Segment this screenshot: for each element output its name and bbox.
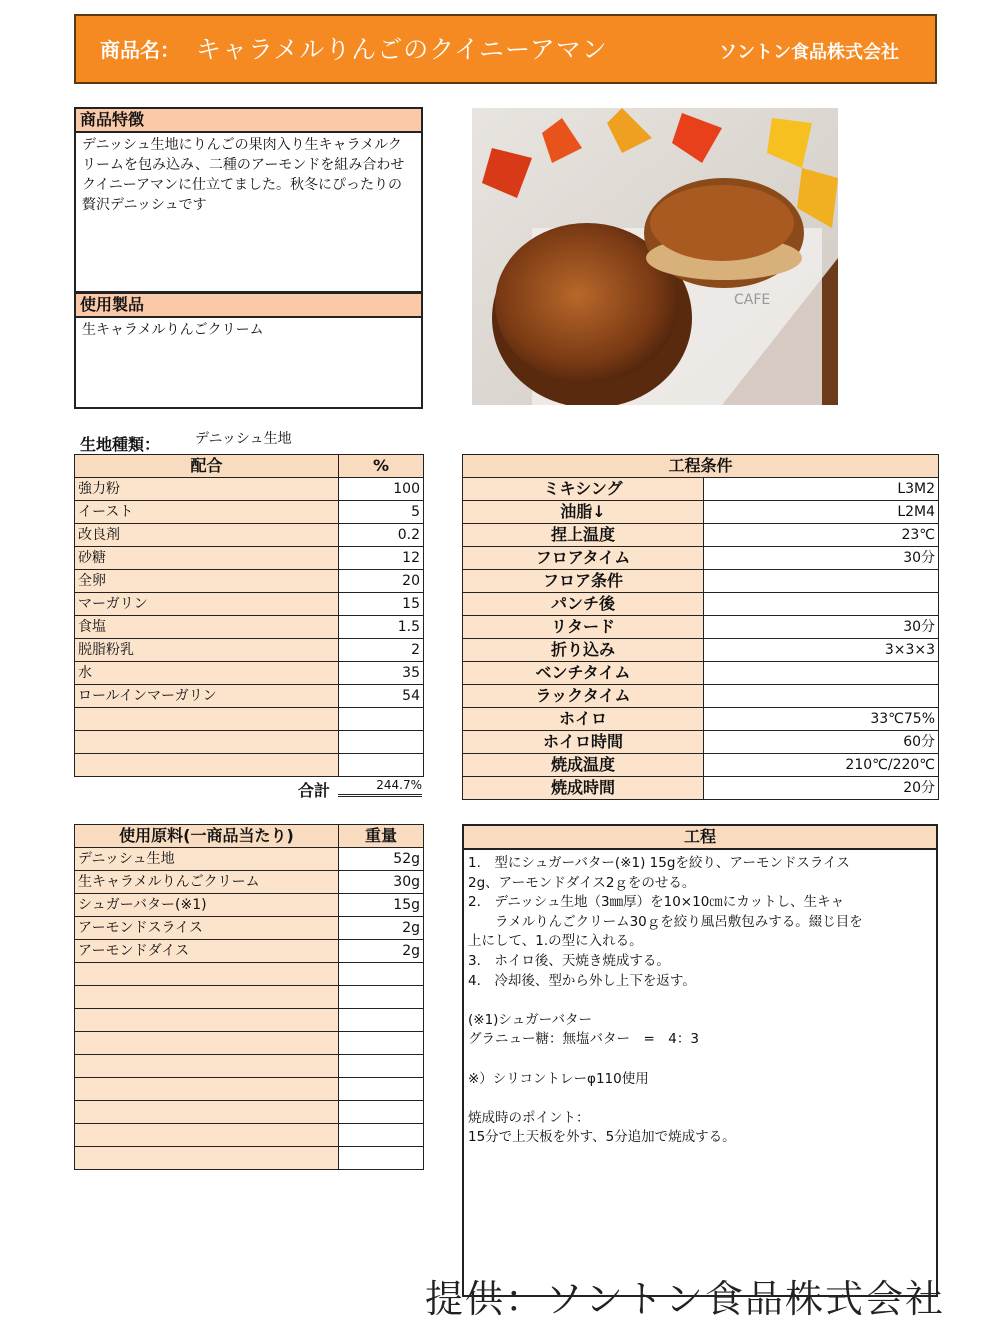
condition-value: [704, 662, 939, 685]
table-row: [463, 570, 939, 593]
product-name-label: 商品名：: [100, 38, 180, 62]
material-weight: [339, 1101, 424, 1124]
condition-name: パンチ後: [463, 593, 704, 616]
recipe-total-label: 合計: [298, 781, 331, 800]
process-header: 工程: [464, 826, 936, 850]
material-weight: [339, 1032, 424, 1055]
condition-name: フロアタイム: [463, 547, 704, 570]
features-text: デニッシュ生地にりんごの果肉入り生キャラメルクリームを包み込み、二種のアーモンドを組み合わせクイニーアマンに仕立てました。秋冬にぴったりの贅沢デニッシュです: [82, 137, 405, 213]
condition-name: フロア条件: [463, 570, 704, 593]
condition-name: ラックタイム: [463, 685, 704, 708]
materials-header-weight: 重量: [339, 825, 424, 848]
table-row: [75, 547, 424, 570]
table-row: [463, 501, 939, 524]
table-row: [75, 478, 424, 501]
material-name: [75, 1124, 339, 1147]
table-row: [75, 685, 424, 708]
material-weight: 30g: [339, 871, 424, 894]
table-row: [75, 1009, 424, 1032]
table-row: [75, 731, 424, 754]
table-row: [75, 754, 424, 777]
materials-table: [74, 824, 424, 1170]
table-row: [75, 524, 424, 547]
condition-name: 折り込み: [463, 639, 704, 662]
material-name: シュガーバター(※1): [75, 894, 339, 917]
table-row: [463, 777, 939, 800]
condition-name: 捏上温度: [463, 524, 704, 547]
material-weight: [339, 1055, 424, 1078]
ingredient-percent: 15: [339, 593, 424, 616]
ingredient-name: イースト: [75, 501, 339, 524]
ingredient-percent: 100: [339, 478, 424, 501]
dough-type-label: 生地種類：: [80, 435, 161, 454]
material-name: デニッシュ生地: [75, 848, 339, 871]
dough-type-value: デニッシュ生地: [195, 431, 292, 447]
condition-name: 油脂↓: [463, 501, 704, 524]
condition-value: [704, 685, 939, 708]
table-row: [75, 871, 424, 894]
table-row: [75, 917, 424, 940]
material-name: [75, 1032, 339, 1055]
condition-value: 23℃: [704, 524, 939, 547]
ingredient-percent: 0.2: [339, 524, 424, 547]
table-row: [463, 616, 939, 639]
condition-name: 焼成時間: [463, 777, 704, 800]
condition-name: ホイロ時間: [463, 731, 704, 754]
materials-header-name: 使用原料(一商品当たり): [75, 825, 339, 848]
condition-name: 焼成温度: [463, 754, 704, 777]
conditions-header: 工程条件: [463, 455, 939, 478]
material-weight: 2g: [339, 917, 424, 940]
material-name: [75, 1009, 339, 1032]
recipe-table: [74, 454, 424, 777]
material-weight: [339, 986, 424, 1009]
ingredient-percent: 1.5: [339, 616, 424, 639]
ingredient-name: 脱脂粉乳: [75, 639, 339, 662]
table-row: [463, 547, 939, 570]
material-weight: 52g: [339, 848, 424, 871]
process-box: [462, 824, 938, 1297]
material-weight: 2g: [339, 940, 424, 963]
ingredient-percent: 12: [339, 547, 424, 570]
table-row: [75, 501, 424, 524]
table-row: [75, 1101, 424, 1124]
ingredient-name: [75, 731, 339, 754]
ingredient-percent: 54: [339, 685, 424, 708]
table-row: [463, 662, 939, 685]
products-used-box: [74, 292, 423, 409]
ingredient-name: 強力粉: [75, 478, 339, 501]
features-box: [74, 107, 423, 293]
condition-name: リタード: [463, 616, 704, 639]
table-row: [463, 639, 939, 662]
ingredient-name: 砂糖: [75, 547, 339, 570]
table-row: [75, 639, 424, 662]
condition-name: ミキシング: [463, 478, 704, 501]
condition-value: [704, 570, 939, 593]
condition-value: 210℃/220℃: [704, 754, 939, 777]
footer-credit: 提供：ソントン食品株式会社: [425, 1277, 946, 1321]
table-row: [463, 478, 939, 501]
ingredient-name: 水: [75, 662, 339, 685]
condition-value: [704, 593, 939, 616]
process-text: 1. 型にシュガーバター(※1) 15gを絞り、アーモンドスライス 2g、アーモンドダイス2ｇをのせる。 2. デニッシュ生地（3㎜厚）を10×10㎝にカットし、生キャ ラメルりんごクリーム30ｇを絞り風呂敷包みする。綴じ目を 上にして、1.の型に入れる。 3. ホイロ後、天焼き焼成する。 4. 冷却後、型から外し上下を返す。 (※1)シュガーバター グラニュー糖：無塩バター = 4：3 ※）シリコントレーφ110使用 焼成時のポイント： 15分で上天板を外す、5分追加で焼成する。: [468, 855, 863, 1146]
table-row: [463, 731, 939, 754]
ingredient-percent: [339, 754, 424, 777]
ingredient-name: マーガリン: [75, 593, 339, 616]
product-name: キャラメルりんごのクイニーアマン: [196, 35, 608, 64]
products-used-text: 生キャラメルりんごクリーム: [82, 322, 264, 338]
material-weight: [339, 1078, 424, 1101]
ingredient-percent: 35: [339, 662, 424, 685]
ingredient-name: 食塩: [75, 616, 339, 639]
ingredient-name: 改良剤: [75, 524, 339, 547]
material-weight: [339, 1009, 424, 1032]
table-row: [75, 894, 424, 917]
material-weight: [339, 963, 424, 986]
table-row: [75, 963, 424, 986]
ingredient-name: ロールインマーガリン: [75, 685, 339, 708]
condition-name: ベンチタイム: [463, 662, 704, 685]
conditions-table: [462, 454, 939, 800]
condition-value: 30分: [704, 547, 939, 570]
material-name: [75, 1078, 339, 1101]
table-row: [75, 708, 424, 731]
material-name: [75, 1055, 339, 1078]
ingredient-percent: 20: [339, 570, 424, 593]
material-name: [75, 1147, 339, 1170]
table-row: [75, 940, 424, 963]
condition-value: 20分: [704, 777, 939, 800]
table-row: [75, 1032, 424, 1055]
table-row: [75, 986, 424, 1009]
condition-value: 33℃75%: [704, 708, 939, 731]
material-name: 生キャラメルりんごクリーム: [75, 871, 339, 894]
condition-value: L2M4: [704, 501, 939, 524]
table-row: [75, 1078, 424, 1101]
ingredient-name: [75, 754, 339, 777]
table-row: [463, 754, 939, 777]
material-weight: [339, 1147, 424, 1170]
table-row: [463, 524, 939, 547]
table-row: [75, 1055, 424, 1078]
products-used-heading: 使用製品: [76, 294, 421, 318]
ingredient-name: 全卵: [75, 570, 339, 593]
ingredient-percent: 5: [339, 501, 424, 524]
material-name: [75, 986, 339, 1009]
material-name: [75, 1101, 339, 1124]
condition-value: 60分: [704, 731, 939, 754]
recipe-total-value: 244.7%: [338, 778, 422, 797]
table-row: [75, 662, 424, 685]
table-row: [75, 1124, 424, 1147]
recipe-header-percent: %: [339, 455, 424, 478]
photo-caption: CAFE: [734, 292, 771, 308]
condition-name: ホイロ: [463, 708, 704, 731]
ingredient-percent: [339, 708, 424, 731]
material-weight: [339, 1124, 424, 1147]
condition-value: L3M2: [704, 478, 939, 501]
material-name: アーモンドダイス: [75, 940, 339, 963]
header-banner: [74, 14, 937, 84]
table-row: [75, 570, 424, 593]
recipe-header-ingredient: 配合: [75, 455, 339, 478]
table-row: [463, 685, 939, 708]
company-name: ソントン食品株式会社: [719, 42, 899, 63]
ingredient-percent: [339, 731, 424, 754]
product-photo: [472, 108, 838, 405]
ingredient-name: [75, 708, 339, 731]
table-row: [75, 848, 424, 871]
table-row: [75, 593, 424, 616]
material-name: アーモンドスライス: [75, 917, 339, 940]
table-row: [75, 1147, 424, 1170]
condition-value: 30分: [704, 616, 939, 639]
table-row: [463, 593, 939, 616]
features-heading: 商品特徴: [76, 109, 421, 133]
material-name: [75, 963, 339, 986]
ingredient-percent: 2: [339, 639, 424, 662]
table-row: [463, 708, 939, 731]
condition-value: 3×3×3: [704, 639, 939, 662]
table-row: [75, 616, 424, 639]
material-weight: 15g: [339, 894, 424, 917]
